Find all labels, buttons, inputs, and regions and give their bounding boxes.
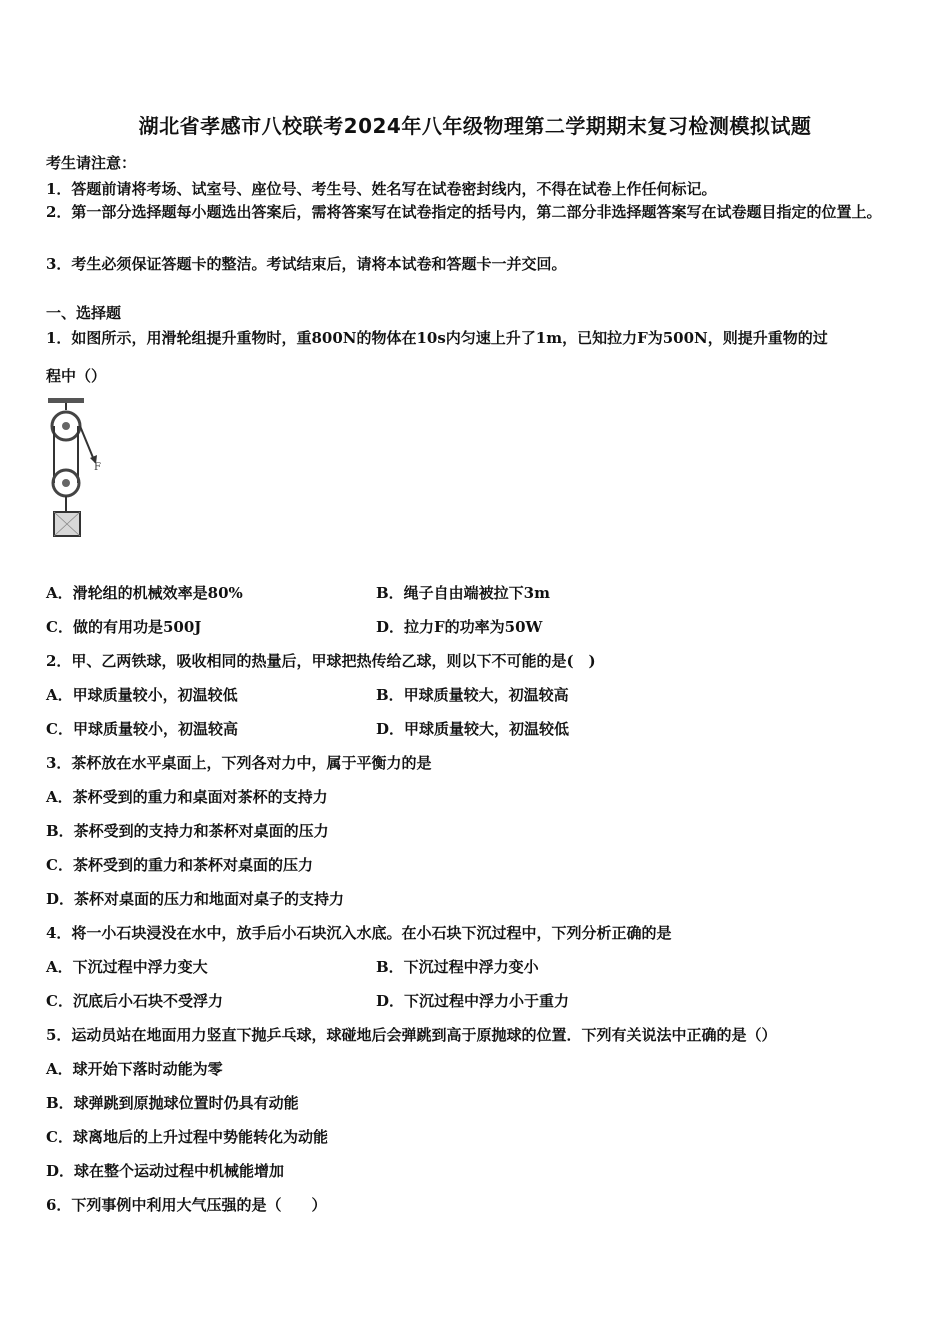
option: B．球弹跳到原抛球位置时仍具有动能 (46, 1094, 299, 1112)
question-5-stem: 5．运动员站在地面用力竖直下抛乒乓球，球碰地后会弹跳到高于原抛球的位置．下列有关说法中正确的是（） (46, 1026, 777, 1044)
option: A．下沉过程中浮力变大 (46, 958, 208, 976)
option: D．球在整个运动过程中机械能增加 (46, 1162, 285, 1180)
option: B．甲球质量较大，初温较高 (376, 686, 569, 704)
option: D．甲球质量较大，初温较低 (376, 720, 570, 738)
question-3-stem: 3．茶杯放在水平桌面上，下列各对力中，属于平衡力的是 (46, 754, 432, 772)
notice-item: 1．答题前请将考场、试室号、座位号、考生号、姓名写在试卷密封线内，不得在试卷上作任何标记。 (46, 180, 717, 198)
option: D．茶杯对桌面的压力和地面对桌子的支持力 (46, 890, 345, 908)
option: C．球离地后的上升过程中势能转化为动能 (46, 1128, 328, 1146)
option: A．甲球质量较小，初温较低 (46, 686, 238, 704)
option: A．滑轮组的机械效率是80% (46, 584, 243, 602)
notice-item: 3．考生必须保证答题卡的整洁。考试结束后，请将本试卷和答题卡一并交回。 (46, 255, 567, 273)
option: B．绳子自由端被拉下3m (376, 584, 550, 602)
notice-item: 2．第一部分选择题每小题选出答案后，需将答案写在试卷指定的括号内，第二部分非选择题答案写在试卷题目指定的位置上。 (46, 203, 882, 221)
pulley-diagram (46, 398, 106, 538)
page-title: 湖北省孝感市八校联考2024年八年级物理第二学期期末复习检测模拟试题 (138, 114, 812, 138)
section-heading: 一、选择题 (46, 304, 122, 322)
fixed-pulley-axle (62, 422, 70, 430)
question-4-stem: 4．将一小石块浸没在水中，放手后小石块沉入水底。在小石块下沉过程中，下列分析正确的是 (46, 924, 672, 942)
option: A．球开始下落时动能为零 (46, 1060, 223, 1078)
option: C．做的有用功是500J (46, 618, 202, 636)
question-6-stem: 6．下列事例中利用大气压强的是（ ） (46, 1196, 327, 1214)
option: C．茶杯受到的重力和茶杯对桌面的压力 (46, 856, 313, 874)
notice-heading: 考生请注意： (46, 154, 137, 172)
question-2-stem: 2．甲、乙两铁球，吸收相同的热量后，甲球把热传给乙球，则以下不可能的是( ) (46, 652, 596, 670)
option: C．甲球质量较小，初温较高 (46, 720, 238, 738)
movable-pulley-axle (62, 479, 70, 487)
option: D．拉力F的功率为50W (376, 618, 543, 636)
option: D．下沉过程中浮力小于重力 (376, 992, 570, 1010)
question-1-stem: 1．如图所示，用滑轮组提升重物时，重800N的物体在10s内匀速上升了1m，已知拉力F为500N，则提升重物的过 (46, 329, 828, 347)
option: A．茶杯受到的重力和桌面对茶杯的支持力 (46, 788, 328, 806)
pulley-system-figure (46, 398, 106, 538)
rope-free-end (80, 426, 94, 460)
ceiling-mount (48, 398, 84, 403)
option: C．沉底后小石块不受浮力 (46, 992, 223, 1010)
question-1-stem-cont: 程中（） (46, 367, 107, 385)
option: B．下沉过程中浮力变小 (376, 958, 539, 976)
force-label: F (94, 462, 101, 473)
option: B．茶杯受到的支持力和茶杯对桌面的压力 (46, 822, 329, 840)
